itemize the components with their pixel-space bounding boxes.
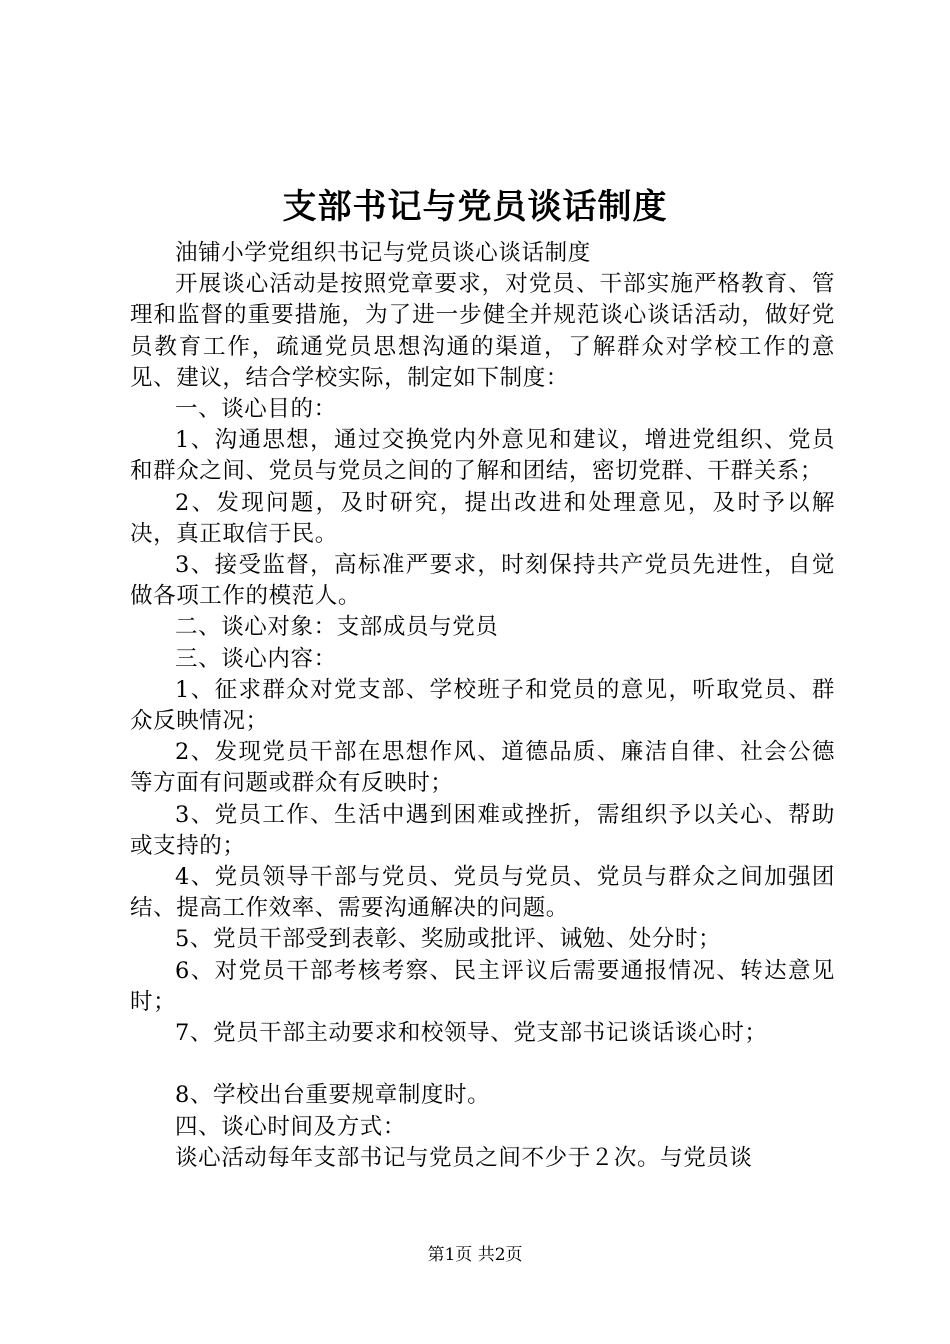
section-heading-content: 三、谈心内容：: [175, 645, 337, 672]
paragraph-content-2: 2、发现党员干部在思想作风、道德品质、廉洁自律、社会公德等方面有问题或群众有反映时；: [130, 739, 835, 797]
paragraph-content-1: 1、征求群众对党支部、学校班子和党员的意见，听取党员、群众反映情况；: [130, 676, 835, 735]
document-title: 支部书记与党员谈话制度: [282, 187, 668, 227]
document-body: [130, 238, 835, 1174]
paragraph-subtitle: 油铺小学党组织书记与党员谈心谈话制度: [175, 240, 591, 266]
paragraph-content-3: 3、党员工作、生活中遇到困难或挫折，需组织予以关心、帮助或支持的；: [130, 801, 835, 859]
paragraph-content-8: 8、学校出台重要规章制度时。: [175, 1082, 491, 1109]
section-heading-purpose: 一、谈心目的：: [175, 396, 337, 423]
paragraph-purpose-1: 1、沟通思想，通过交换党内外意见和建议，增进党组织、党员和群众之间、党员与党员之间的了解和团结，密切党群、干群关系；: [130, 427, 835, 485]
paragraph-purpose-2: 2、发现问题，及时研究，提出改进和处理意见，及时予以解决，真正取信于民。: [130, 489, 835, 547]
paragraph-purpose-3: 3、接受监督，高标准严要求，时刻保持共产党员先进性，自觉做各项工作的模范人。: [130, 552, 835, 610]
paragraph-content-5: 5、党员干部受到表彰、奖励或批评、诫勉、处分时；: [175, 926, 722, 953]
paragraph-content-4: 4、党员领导干部与党员、党员与党员、党员与群众之间加强团结、提高工作效率、需要沟通解决的问题。: [130, 864, 835, 922]
paragraph-intro: 开展谈心活动是按照党章要求，对党员、干部实施严格教育、管理和监督的重要措施，为了进一步健全并规范谈心谈话活动，做好党员教育工作，疏通党员思想沟通的渠道，了解群众对学校工作的意见、建议，结合学校实际，制定如下制度：: [130, 271, 835, 391]
paragraph-time: 谈心活动每年支部书记与党员之间不少于２次。与党员谈: [175, 1144, 753, 1171]
paragraph-content-6: 6、对党员干部考核考察、民主评议后需要通报情况、转达意见时；: [130, 957, 835, 1015]
section-heading-time: 四、谈心时间及方式：: [175, 1113, 407, 1140]
paragraph-content-7: 7、党员干部主动要求和校领导、党支部书记谈话谈心时；: [175, 1020, 768, 1047]
section-heading-target: 二、谈心对象：支部成员与党员: [175, 614, 499, 641]
page-number-footer: 第1页 共2页: [427, 1245, 523, 1265]
